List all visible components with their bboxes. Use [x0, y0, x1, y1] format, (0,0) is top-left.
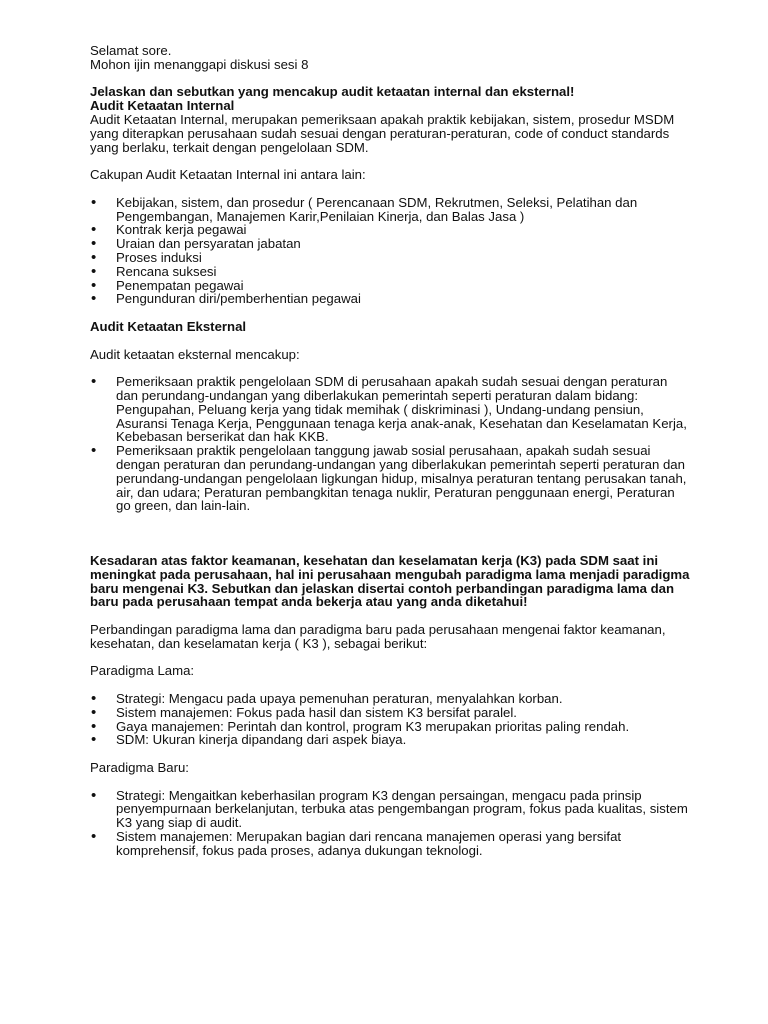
external-scope-list: [90, 375, 690, 513]
list-item: • Sistem manajemen: Merupakan bagian dari rencana manajemen operasi yang bersifat komprehensif, fokus pada proses, adanya dukungan teknologi.: [90, 830, 690, 858]
list-item: • Pemeriksaan praktik pengelolaan SDM di perusahaan apakah sudah sesuai dengan peraturan dan perundang-undangan yang diberlakukan pemerintah seperti peraturan dalam bidang: Pengupahan, Peluang kerja yang tidak memihak ( diskriminasi ), Undang-undang pensiun, Asuransi Tenaga Kerja, Penggunaan tenaga kerja anak-anak, Kesehatan dan Keselamatan Kerja, Kebebasan berserikat dan hak KKB.: [90, 375, 690, 444]
list-item: • Proses induksi: [90, 251, 690, 265]
list-item: • Gaya manajemen: Perintah dan kontrol, program K3 merupakan prioritas paling rendah.: [90, 720, 690, 734]
list-item: • Uraian dan persyaratan jabatan: [90, 237, 690, 251]
old-paradigm-heading: Paradigma Lama:: [90, 663, 195, 679]
list-item: • SDM: Ukuran kinerja dipandang dari aspek biaya.: [90, 733, 690, 747]
document-page: [90, 44, 690, 858]
list-item: • Rencana suksesi: [90, 265, 690, 279]
old-paradigm-list: [90, 692, 690, 747]
list-item: • Kebijakan, sistem, dan prosedur ( Perencanaan SDM, Rekrutmen, Seleksi, Pelatihan dan Pengembangan, Manajemen Karir,Penilaian Kinerja, dan Balas Jasa ): [90, 196, 690, 224]
list-item: • Strategi: Mengaitkan keberhasilan program K3 dengan persaingan, mengacu pada prinsip penyempurnaan berkelanjutan, terbuka atas pengembangan program, fokus pada kualitas, sistem K3 yang siap di audit.: [90, 789, 690, 830]
question-2: Kesadaran atas faktor keamanan, kesehatan dan keselamatan kerja (K3) pada SDM saat ini meningkat pada perusahaan, hal ini perusahaan mengubah paradigma lama menjadi paradigma baru mengenai K3. Sebutkan dan jelaskan disertai contoh perbandingan paradigma lama dan baru pada perusahaan tempat anda bekerja atau yang anda diketahui!: [90, 553, 690, 610]
internal-scope-intro: Cakupan Audit Ketaatan Internal ini antara lain:: [90, 167, 366, 183]
external-audit-intro: Audit ketaatan eksternal mencakup:: [90, 346, 300, 362]
intro-line: Mohon ijin menanggapi diskusi sesi 8: [90, 56, 309, 72]
new-paradigm-heading: Paradigma Baru:: [90, 760, 189, 776]
internal-audit-heading: Audit Ketaatan Internal: [90, 98, 235, 114]
list-item: • Strategi: Mengacu pada upaya pemenuhan peraturan, menyalahkan korban.: [90, 692, 690, 706]
list-item: • Kontrak kerja pegawai: [90, 223, 690, 237]
internal-audit-text: Audit Ketaatan Internal, merupakan pemeriksaan apakah praktik kebijakan, sistem, prosedur MSDM yang diterapkan perusahaan sudah sesuai dengan peraturan-peraturan, code of conduct standards yang berlaku, terkait dengan pengelolaan SDM.: [90, 111, 675, 155]
list-item: • Penempatan pegawai: [90, 279, 690, 293]
question-1: Jelaskan dan sebutkan yang mencakup audit ketaatan internal dan eksternal!: [90, 84, 575, 100]
list-item: • Sistem manajemen: Fokus pada hasil dan sistem K3 bersifat paralel.: [90, 706, 690, 720]
external-audit-heading: Audit Ketaatan Eksternal: [90, 318, 247, 334]
new-paradigm-list: [90, 789, 690, 858]
list-item: • Pengunduran diri/pemberhentian pegawai: [90, 292, 690, 306]
list-item: • Pemeriksaan praktik pengelolaan tanggung jawab sosial perusahaan, apakah sudah sesuai dengan peraturan dan perundang-undangan yang diberlakukan pemerintah seperti peraturan dan perundang-undangan pengelolaan ligkungan hidup, misalnya peraturan tentang perusakan tanah, air, dan udara; Peraturan pembangkitan tenaga nuklir, Peraturan penggunaan energi, Peraturan go green, dan lain-lain.: [90, 444, 690, 513]
greeting: Selamat sore.: [90, 43, 172, 58]
paradigm-intro: Perbandingan paradigma lama dan paradigma baru pada perusahaan mengenai faktor keamanan, kesehatan, dan keselamatan kerja ( K3 ), sebagai berikut:: [90, 622, 666, 651]
internal-scope-list: [90, 196, 690, 306]
